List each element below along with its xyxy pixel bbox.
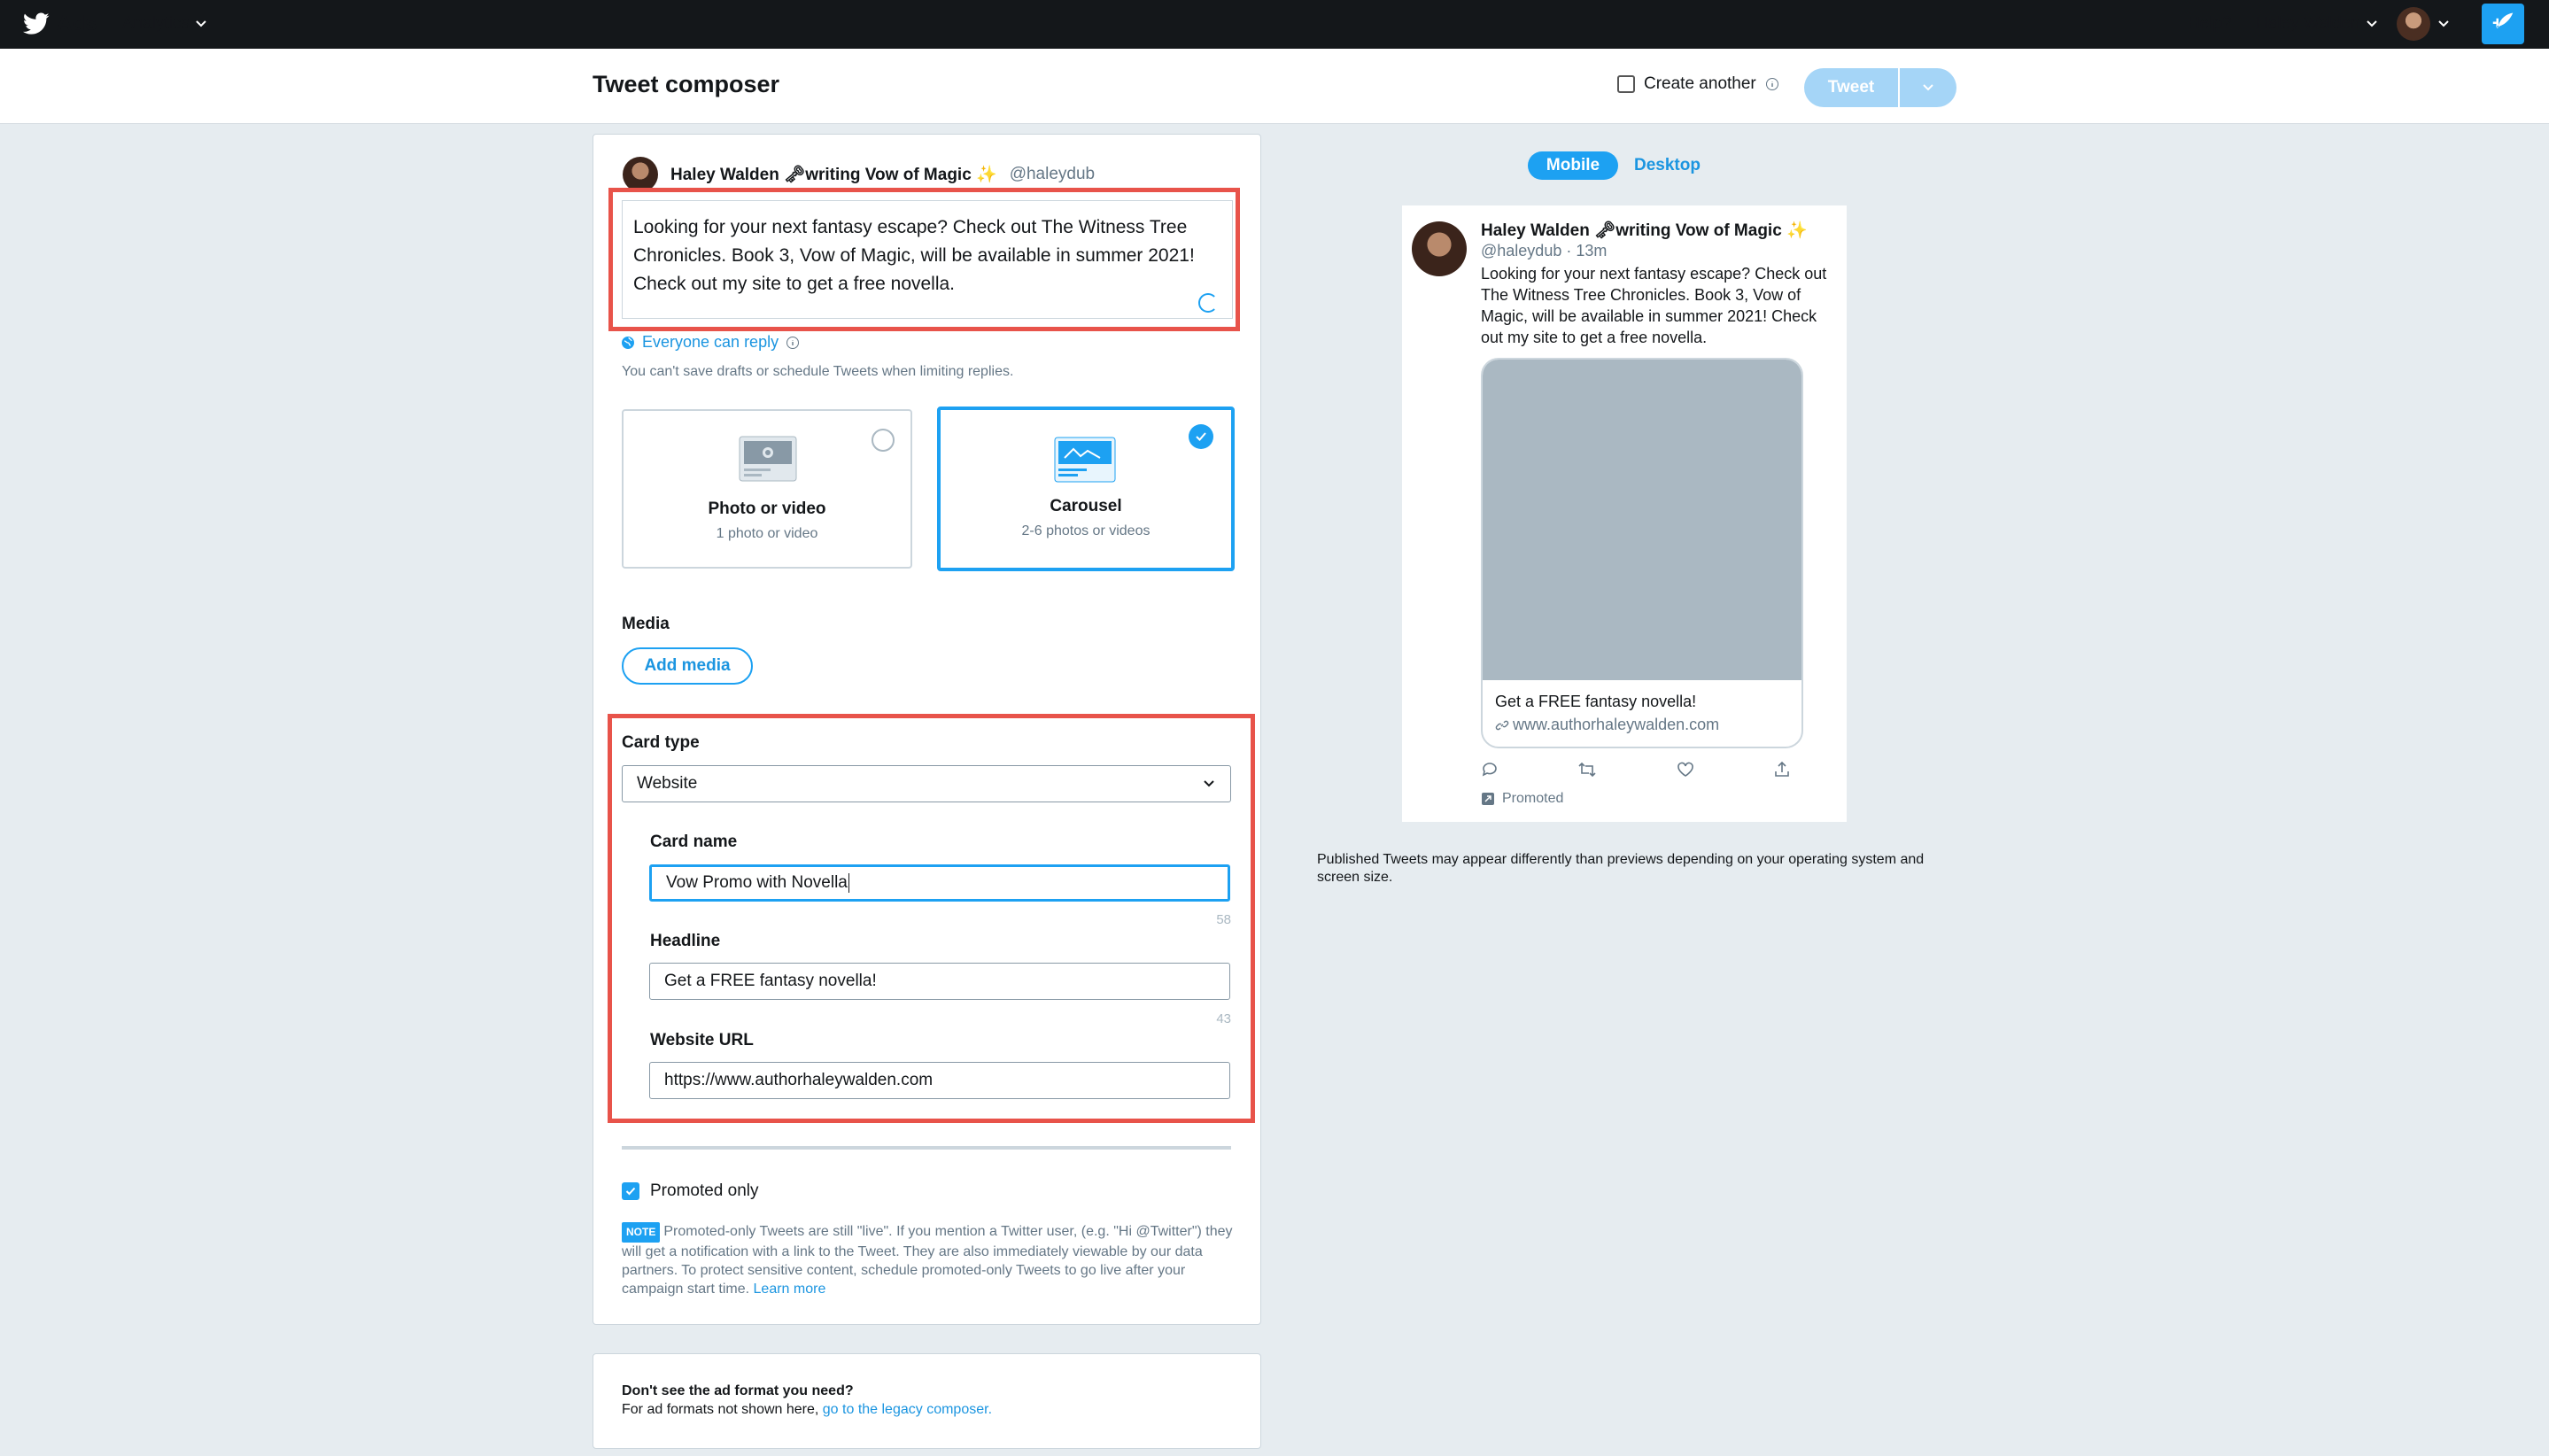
page-header — [0, 49, 2549, 124]
website-url-value: https://www.authorhaleywalden.com — [664, 1071, 934, 1089]
promoted-only-label: Promoted only — [650, 1181, 759, 1200]
website-url-label: Website URL — [650, 1031, 754, 1049]
reply-icon — [1481, 761, 1499, 778]
headline-counter: 43 — [1216, 1011, 1231, 1026]
tweet-button[interactable]: Tweet — [1804, 68, 1898, 107]
add-media-button[interactable]: Add media — [622, 647, 753, 685]
format-subtitle: 2-6 photos or videos — [1021, 523, 1151, 538]
help-link[interactable]: Help? — [2188, 14, 2232, 33]
preview-tweet-text: Looking for your next fantasy escape? Check out The Witness Tree Chronicles. Book 3, Vow of Magic, will be available in summer 2021! Check out my site to get a free novella. — [1481, 265, 1827, 346]
card-type-value: Website — [637, 774, 698, 793]
card-name-label: Card name — [650, 833, 738, 851]
format-subtitle: 1 photo or video — [716, 526, 818, 541]
avatar-menu-caret[interactable] — [2437, 12, 2455, 35]
preview-actions — [1481, 758, 1791, 781]
analytics-label: Analytics — [122, 14, 190, 33]
highlight-box-card-fields — [608, 714, 1255, 1123]
page-title: Tweet composer — [593, 71, 780, 97]
twitter-ads-logo[interactable] — [23, 9, 97, 39]
headline-value: Get a FREE fantasy novella! — [664, 972, 877, 990]
note-text: Promoted-only Tweets are still "live". If you mention a Twitter user, (e.g. "Hi @Twitter") they will get a notification with a link to the Tweet. They are also immediately viewable by our data partners. To protect sensitive content, schedule promoted-only Tweets to go live after your campaign start time. — [622, 1224, 1233, 1297]
note-badge: NOTE — [622, 1222, 660, 1243]
format-radio-carousel[interactable] — [1189, 424, 1213, 449]
legacy-answer-text: For ad formats not shown here, — [622, 1402, 819, 1417]
divider — [622, 1146, 1231, 1150]
tab-mobile[interactable]: Mobile — [1528, 151, 1618, 180]
card-name-counter: 58 — [1216, 912, 1231, 927]
preview-card-image — [1483, 360, 1801, 680]
chevron-down-icon — [1921, 83, 1935, 92]
analytics-menu[interactable] — [122, 11, 207, 37]
format-radio-photo-video[interactable] — [872, 429, 895, 452]
card-type-label: Card type — [622, 733, 700, 752]
check-icon — [625, 1187, 636, 1196]
photo-icon — [739, 436, 797, 482]
tab-desktop[interactable]: Desktop — [1634, 156, 1701, 174]
like-icon — [1677, 761, 1694, 778]
promoted-only-toggle[interactable] — [622, 1181, 759, 1201]
preview-promoted-text: Promoted — [1502, 791, 1564, 806]
create-another-checkbox[interactable] — [1617, 75, 1635, 93]
legacy-composer-card — [593, 1353, 1261, 1449]
create-another-label: Create another — [1644, 74, 1756, 93]
link-icon — [1495, 718, 1509, 732]
quill-compose-icon — [2490, 11, 2516, 37]
top-nav-bar — [0, 0, 2549, 49]
highlight-box-tweet-text — [608, 188, 1240, 331]
chevron-down-icon — [2437, 19, 2450, 28]
headline-label: Headline — [650, 932, 721, 950]
author-row — [623, 157, 1095, 192]
globe-icon — [621, 336, 635, 350]
retweet-icon — [1577, 761, 1597, 778]
preview-card-url — [1495, 716, 1719, 734]
chevron-down-icon — [2366, 19, 2378, 28]
limit-replies-note: You can't save drafts or schedule Tweets when limiting replies. — [622, 364, 1014, 379]
tweet-options-button[interactable] — [1900, 68, 1956, 107]
promoted-only-checkbox[interactable] — [622, 1182, 639, 1200]
twitter-bird-icon — [23, 12, 50, 35]
preview-promoted-label — [1481, 791, 1563, 807]
check-icon — [1195, 431, 1207, 442]
info-icon[interactable] — [1765, 77, 1779, 91]
preview-card-url-text: www.authorhaleywalden.com — [1513, 716, 1720, 733]
compose-tweet-button[interactable] — [2482, 4, 2524, 44]
format-option-photo-video[interactable] — [622, 409, 912, 569]
chevron-down-icon — [195, 19, 207, 28]
reply-settings[interactable] — [621, 333, 800, 352]
preview-footnote: Published Tweets may appear differently than previews depending on your operating system and screen size. — [1317, 852, 1925, 885]
carousel-icon — [1054, 437, 1116, 483]
card-name-value: Vow Promo with Novella — [666, 873, 848, 892]
format-option-carousel[interactable] — [937, 407, 1235, 571]
media-label: Media — [622, 615, 670, 633]
preview-author-name: Haley Walden 🗝writing Vow of Magic ✨ — [1481, 221, 1808, 240]
format-title: Photo or video — [708, 500, 826, 518]
account-name: Haley Walden — [2256, 14, 2360, 33]
legacy-answer — [622, 1402, 992, 1418]
avatar[interactable] — [2397, 7, 2430, 41]
account-menu[interactable] — [2256, 11, 2378, 37]
promoted-only-note — [622, 1222, 1233, 1298]
learn-more-link[interactable]: Learn more — [753, 1282, 826, 1297]
format-title: Carousel — [1050, 497, 1122, 515]
brand-label: Ads — [57, 12, 97, 35]
preview-handle-time: @haleydub · 13m — [1481, 242, 1608, 259]
info-icon[interactable] — [786, 336, 800, 350]
tweet-text-input[interactable]: Looking for your next fantasy escape? Check out The Witness Tree Chronicles. Book 3, Vow of Magic, will be available in summer 2021! Check out my site to get a free novella. — [622, 200, 1233, 319]
preview-card-title: Get a FREE fantasy novella! — [1495, 693, 1697, 710]
avatar — [623, 157, 658, 192]
promoted-icon — [1481, 792, 1495, 806]
legacy-composer-link[interactable]: go to the legacy composer. — [822, 1402, 993, 1417]
preview-website-card — [1481, 358, 1803, 748]
avatar — [1412, 221, 1467, 276]
author-handle: @haleydub — [1009, 165, 1096, 183]
legacy-question: Don't see the ad format you need? — [622, 1383, 854, 1398]
create-another-toggle[interactable] — [1617, 74, 1779, 94]
author-name: Haley Walden 🗝writing Vow of Magic ✨ — [670, 166, 997, 184]
share-icon — [1773, 761, 1791, 778]
reply-settings-label: Everyone can reply — [642, 333, 779, 351]
